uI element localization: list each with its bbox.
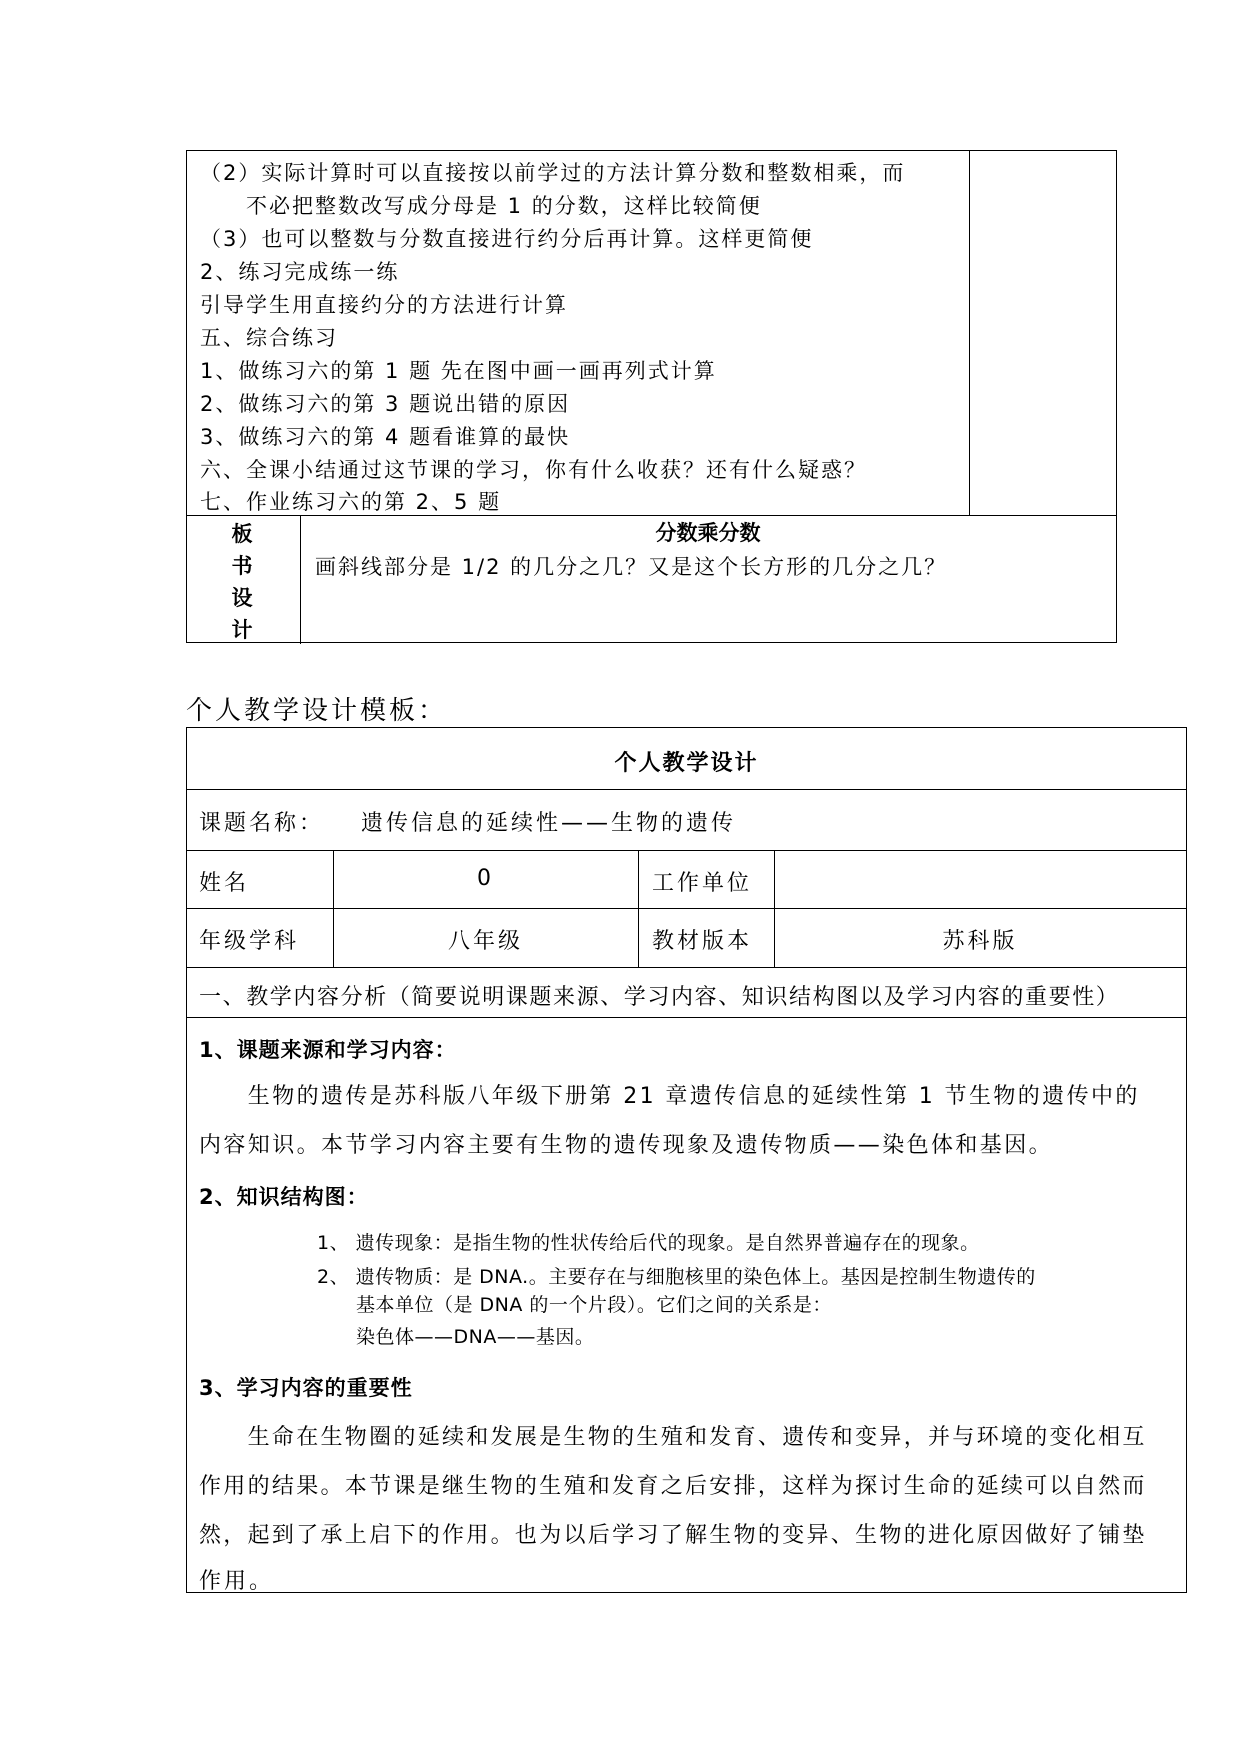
analysis-heading: 一、教学内容分析（简要说明课题来源、学习内容、知识结构图以及学习内容的重要性） xyxy=(199,985,1120,1010)
table-row-divider xyxy=(187,1017,1186,1018)
lesson-line: 七、作业练习六的第 2、5 题 xyxy=(200,490,502,514)
edition-label: 教材版本 xyxy=(652,929,753,954)
structure-list-item: 1、 遗传现象：是指生物的性状传给后代的现象。是自然界普遍存在的现象。 xyxy=(317,1232,980,1254)
structure-list-item: 2、 遗传物质：是 DNA.。主要存在与细胞核里的染色体上。基因是控制生物遗传的 xyxy=(317,1266,1036,1288)
name-label: 姓名 xyxy=(199,871,250,896)
board-design-label: 书 xyxy=(231,554,253,578)
table-row-divider xyxy=(187,967,1186,968)
paragraph-line: 生物的遗传是苏科版八年级下册第 21 章遗传信息的延续性第 1 节生物的遗传中的 xyxy=(199,1084,1140,1109)
teaching-design-table xyxy=(186,727,1187,1593)
table-column-divider xyxy=(969,151,970,515)
lesson-line: 2、做练习六的第 3 题说出错的原因 xyxy=(200,392,571,416)
board-text: 画斜线部分是 1/2 的几分之几？又是这个长方形的几分之几？ xyxy=(315,555,948,579)
lesson-line: 不必把整数改写成分母是 1 的分数，这样比较简便 xyxy=(200,194,762,218)
lesson-line: 1、做练习六的第 1 题 先在图中画一画再列式计算 xyxy=(200,359,717,383)
paragraph-line: 内容知识。本节学习内容主要有生物的遗传现象及遗传物质——染色体和基因。 xyxy=(199,1133,1054,1158)
paragraph-line: 然，起到了承上启下的作用。也为以后学习了解生物的变异、生物的进化原因做好了铺垫 xyxy=(199,1523,1147,1548)
board-design-label: 设 xyxy=(231,586,253,610)
lesson-line: 六、全课小结通过这节课的学习，你有什么收获？还有什么疑惑？ xyxy=(200,458,867,482)
section-heading-source: 1、课题来源和学习内容： xyxy=(199,1038,457,1062)
lesson-line: （2）实际计算时可以直接按以前学过的方法计算分数和整数相乘，而 xyxy=(200,161,906,185)
table-row-divider xyxy=(187,850,1186,851)
section-caption: 个人教学设计模板： xyxy=(186,696,448,726)
work-unit-label: 工作单位 xyxy=(652,871,753,896)
lesson-line: 引导学生用直接约分的方法进行计算 xyxy=(200,293,568,317)
lesson-line: 2、练习完成练一练 xyxy=(200,260,400,284)
board-design-label: 计 xyxy=(231,618,253,642)
section-heading-importance: 3、学习内容的重要性 xyxy=(199,1376,413,1400)
table-row-divider xyxy=(187,908,1186,909)
board-title: 分数乘分数 xyxy=(655,521,761,545)
table-row-divider xyxy=(187,789,1186,790)
topic-value: 遗传信息的延续性——生物的遗传 xyxy=(361,811,737,836)
name-value: 0 xyxy=(477,866,494,891)
lesson-line: 3、做练习六的第 4 题看谁算的最快 xyxy=(200,425,571,449)
structure-list-item: 染色体——DNA——基因。 xyxy=(317,1326,595,1348)
paragraph-line: 作用的结果。本节课是继生物的生殖和发育之后安排，这样为探讨生命的延续可以自然而 xyxy=(199,1474,1147,1499)
edition-value: 苏科版 xyxy=(942,929,1018,954)
lesson-line: （3）也可以整数与分数直接进行约分后再计算。这样更简便 xyxy=(200,227,814,251)
board-design-label: 板 xyxy=(231,522,253,546)
lesson-line: 五、综合练习 xyxy=(200,326,338,350)
design-title: 个人教学设计 xyxy=(614,751,759,776)
paragraph-line: 作用。 xyxy=(199,1569,275,1594)
table-column-divider xyxy=(638,850,639,967)
grade-value: 八年级 xyxy=(447,929,523,954)
topic-label: 课题名称： xyxy=(199,811,325,836)
structure-list-item: 基本单位（是 DNA 的一个片段）。它们之间的关系是： xyxy=(317,1294,832,1316)
section-heading-structure: 2、知识结构图： xyxy=(199,1185,369,1209)
grade-label: 年级学科 xyxy=(199,929,300,954)
lesson-plan-table xyxy=(186,150,1117,643)
paragraph-line: 生命在生物圈的延续和发展是生物的生殖和发育、遗传和变异，并与环境的变化相互 xyxy=(199,1425,1147,1450)
